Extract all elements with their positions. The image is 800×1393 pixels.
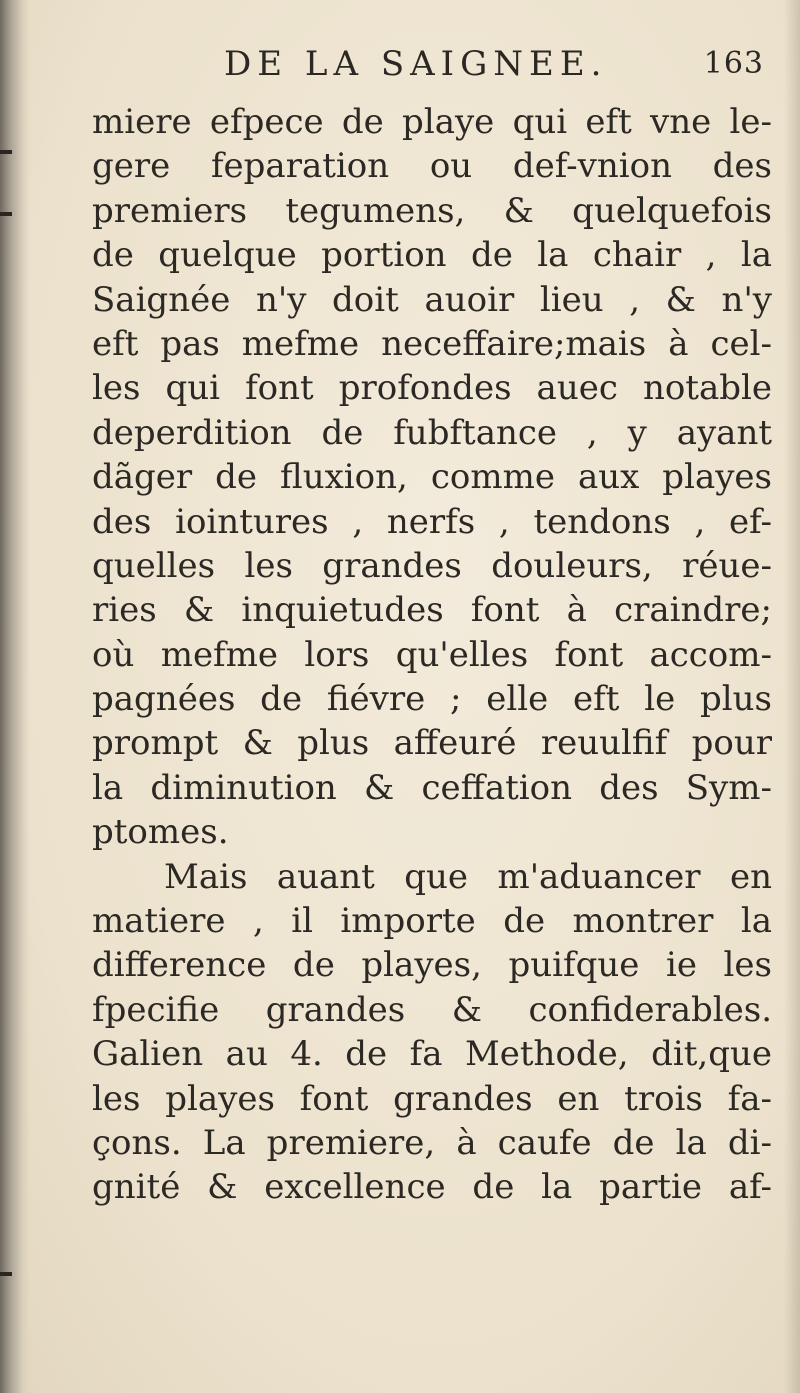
text-line: miere efpece de playe qui eft vne le- [92,102,772,142]
text-line: pagnées de fiévre ; elle eft le plus [92,679,772,720]
text-line: çons. La premiere, à caufe de la di- [92,1122,772,1163]
page-edge-shadow [784,0,800,1393]
text-line: premiers tegumens, & quelquefois [92,190,772,231]
page-number: 163 [703,46,764,81]
text-line: des iointures , nerfs , tendons , ef- [92,501,772,542]
text-line: dãger de fluxion, comme aux playes [92,457,772,498]
text-line: fpecifie grandes & confiderables. [92,989,772,1030]
running-title: DE LA SAIGNEE. [224,44,608,84]
book-spine-shadow [0,0,30,1393]
text-line: gere feparation ou def-vnion des [92,146,772,187]
text-line: les playes font grandes en trois fa- [92,1078,772,1119]
text-line: où mefme lors qu'elles font accom- [92,634,772,675]
text-line: Saignée n'y doit auoir lieu , & n'y [92,279,772,320]
text-line: ries & inquietudes font à craindre; [92,590,772,631]
text-line: les qui font profondes auec notable [92,368,772,409]
text-line: gnité & excellence de la partie af- [92,1167,772,1208]
spine-mark [0,150,12,154]
text-line: matiere , il importe de montrer la [92,901,772,942]
running-head [224,44,764,94]
text-line: prompt & plus affeuré reuulfif pour [92,723,772,764]
text-line: eft pas mefme neceffaire;mais à cel- [92,323,772,364]
spine-mark [0,1272,12,1276]
text-line: la diminution & ceffation des Sym- [92,767,772,808]
text-line: difference de playes, puifque ie les [92,945,772,986]
text-line: quelles les grandes douleurs, réue- [92,545,772,586]
spine-mark [0,212,12,216]
text-line: Mais auant que m'aduancer en [164,856,772,897]
text-line: Galien au 4. de fa Methode, dit,que [92,1034,772,1075]
text-line: de quelque portion de la chair , la [92,235,772,276]
text-line: deperdition de fubftance , y ayant [92,412,772,453]
text-line: ptomes. [92,812,229,853]
body-text [92,100,772,1210]
